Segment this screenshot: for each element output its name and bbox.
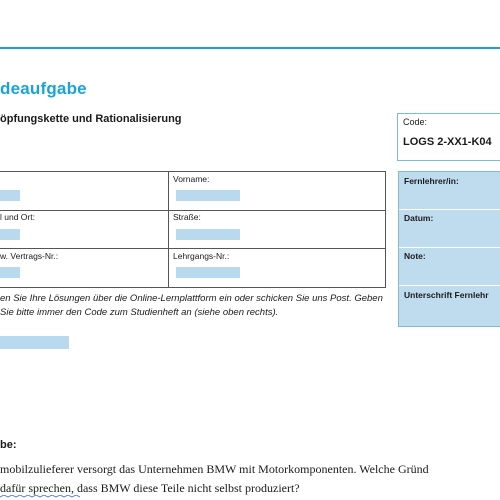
strasse-field[interactable] [176, 229, 240, 240]
fernlehrer-label: Fernlehrer/in: [404, 176, 459, 186]
code-box [397, 113, 500, 161]
unterschrift-label: Unterschrift Fernlehr [404, 290, 489, 300]
task-heading: be: [0, 439, 17, 451]
teacher-panel-divider [399, 247, 500, 248]
teacher-panel-divider [399, 285, 500, 286]
student-form-table [0, 171, 386, 288]
name-field[interactable] [0, 190, 20, 201]
vertrags-nr-label: w. Vertrags-Nr.: [0, 251, 59, 261]
code-value: LOGS 2-XX1-K04 [403, 136, 492, 148]
lehrgangs-nr-field[interactable] [176, 267, 240, 278]
table-row-divider [0, 210, 385, 211]
table-row-divider [0, 248, 385, 249]
vertrags-nr-field[interactable] [0, 267, 20, 278]
code-label: Code: [403, 117, 428, 127]
vorname-label: Vorname: [173, 174, 210, 184]
task-text-line: dafür sprechen, dass BMW diese Teile nicht selbst produziert? [0, 481, 300, 495]
datum-label: Datum: [404, 213, 434, 223]
plz-ort-field[interactable] [0, 229, 20, 240]
task-text-line: mobilzulieferer versorgt das Unternehmen BMW mit Motorkomponenten. Welche Gründ [0, 462, 429, 476]
header-rule [0, 47, 500, 49]
teacher-panel-divider [399, 209, 500, 210]
submission-instructions: en Sie Ihre Lösungen über die Online-Lernplattform ein oder schicken Sie uns Post. Geben Sie bitte immer den Code zum Studienheft an (siehe oben rechts). [0, 293, 383, 318]
table-column-divider [168, 172, 169, 287]
note-label: Note: [404, 251, 426, 261]
signature-field[interactable] [0, 336, 69, 349]
vorname-field[interactable] [176, 190, 240, 201]
strasse-label: Straße: [173, 212, 201, 222]
teacher-panel [398, 171, 500, 327]
page-subtitle: öpfungskette und Rationalisierung [0, 113, 182, 125]
page-title: deaufgabe [0, 79, 87, 98]
plz-ort-label: l und Ort: [0, 212, 35, 222]
lehrgangs-nr-label: Lehrgangs-Nr.: [173, 251, 230, 261]
spellcheck-underline [0, 495, 80, 498]
